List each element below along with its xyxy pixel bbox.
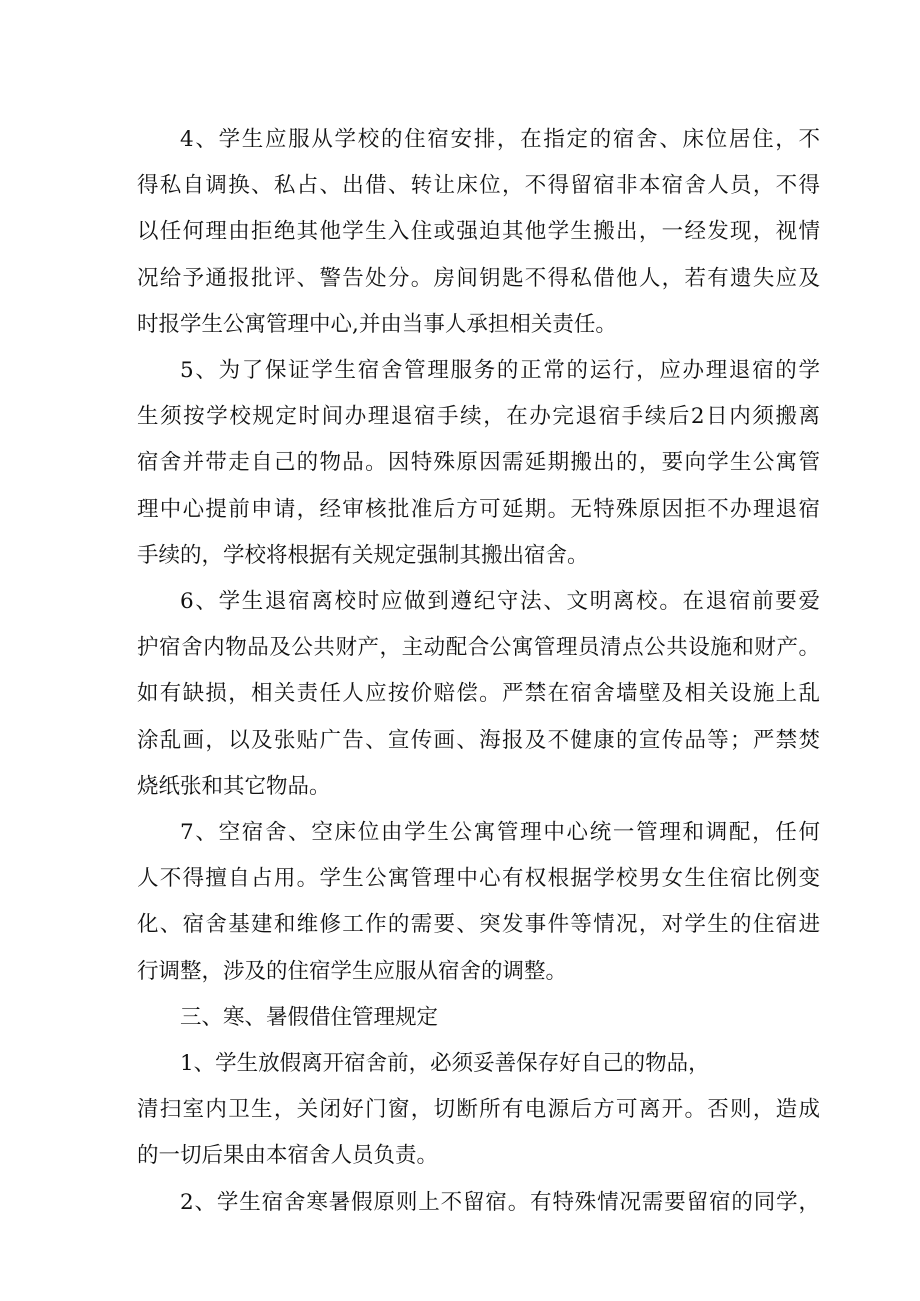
text-line: 的一切后果由本宿舍人员负责。	[137, 1143, 439, 1169]
text-line: 6、学生退宿离校时应做到遵纪守法、文明离校。在退宿前要爱	[180, 589, 820, 615]
text-line: 如有缺损，相关责任人应按价赔偿。严禁在宿舍墙壁及相关设施上乱	[137, 681, 820, 707]
text-line: 7、空宿舍、空床位由学生公寓管理中心统一管理和调配，任何	[180, 820, 820, 846]
text-line: 涂乱画，以及张贴广告、宣传画、海报及不健康的宣传品等；严禁焚	[137, 727, 820, 753]
paragraph-item-4	[137, 117, 820, 348]
text-line: 理中心提前申请，经审核批准后方可延期。无特殊原因拒不办理退宿	[137, 496, 820, 522]
text-line: 况给予通报批评、警告处分。房间钥匙不得私借他人，若有遗失应及	[137, 265, 820, 291]
text-line: 得私自调换、私占、出借、转让床位，不得留宿非本宿舍人员，不得	[137, 173, 820, 199]
paragraph-item-7	[137, 810, 820, 995]
text-line: 时报学生公寓管理中心,并由当事人承担相关责任。	[137, 311, 617, 337]
text-line: 人不得擅自占用。学生公寓管理中心有权根据学校男女生住宿比例变	[137, 866, 820, 892]
text-line: 清扫室内卫生，关闭好门窗，切断所有电源后方可离开。否则，造成	[137, 1097, 820, 1123]
paragraph-item-5	[137, 348, 820, 579]
text-line: 宿舍并带走自己的物品。因特殊原因需延期搬出的，要向学生公寓管	[137, 450, 820, 476]
text-line: 化、宿舍基建和维修工作的需要、突发事件等情况，对学生的住宿进	[137, 912, 820, 938]
text-line: 5、为了保证学生宿舍管理服务的正常的运行，应办理退宿的学	[180, 358, 820, 384]
text-line: 2、学生宿舍寒暑假原则上不留宿。有特殊情况需要留宿的同学，	[180, 1189, 820, 1215]
text-line: 护宿舍内物品及公共财产，主动配合公寓管理员清点公共设施和财产。	[137, 635, 820, 661]
text-line: 生须按学校规定时间办理退宿手续，在办完退宿手续后2日内须搬离	[137, 404, 820, 430]
text-line: 4、学生应服从学校的住宿安排，在指定的宿舍、床位居住，不	[180, 127, 820, 152]
text-line: 手续的，学校将根据有关规定强制其搬出宿舍。	[137, 542, 589, 568]
section-heading-3	[137, 995, 820, 1041]
section-title: 三、寒、暑假借住管理规定	[180, 1004, 439, 1030]
text-line: 1、学生放假离开宿舍前，必须妥善保存好自己的物品，	[180, 1051, 710, 1077]
paragraph-sec3-item-1	[137, 1041, 820, 1180]
paragraph-item-6	[137, 579, 820, 810]
document-body	[137, 117, 820, 1226]
text-line: 烧纸张和其它物品。	[137, 773, 331, 799]
text-line: 行调整，涉及的住宿学生应服从宿舍的调整。	[137, 958, 568, 984]
text-line: 以任何理由拒绝其他学生入住或强迫其他学生搬出，一经发现，视情	[137, 219, 820, 245]
paragraph-sec3-item-2	[137, 1180, 820, 1226]
